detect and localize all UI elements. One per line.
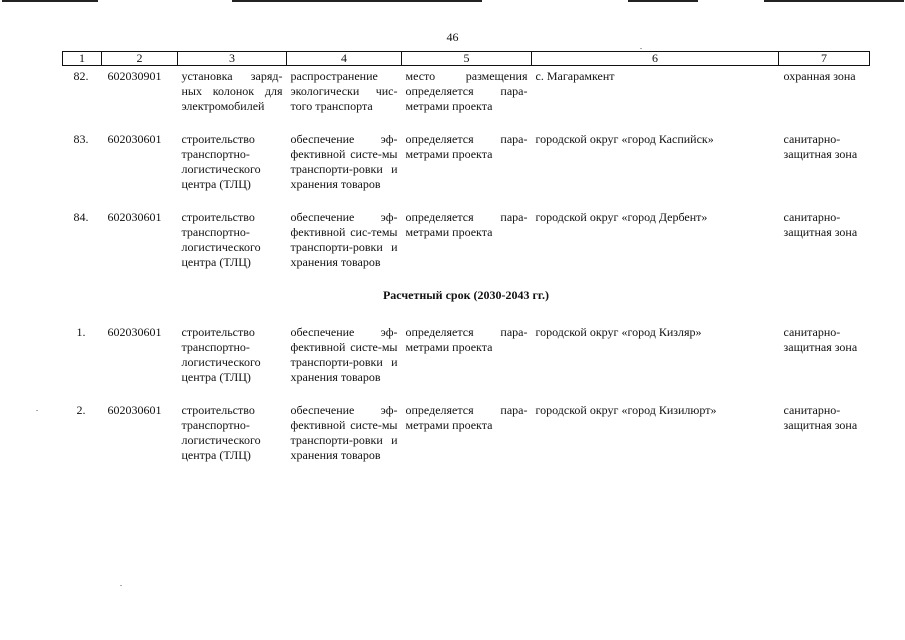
table-row — [63, 210, 870, 288]
object-description: строительство транспортно-логистического центра (ТЛЦ) — [181, 210, 261, 269]
column-header: 6 — [532, 52, 779, 66]
zones-table — [62, 51, 870, 481]
table-row — [63, 403, 870, 481]
object-placement: определяется пара-метрами проекта — [405, 325, 528, 354]
table-row — [63, 132, 870, 210]
row-number: 82. — [73, 69, 89, 83]
scan-edge-line — [628, 0, 698, 2]
column-header: 7 — [779, 52, 870, 66]
object-purpose: обеспечение эф-фективной систе-мы транспорти-ровки и хранения товаров — [290, 325, 398, 384]
object-location: городской округ «город Дербент» — [535, 210, 708, 224]
scan-edge-line — [232, 0, 482, 2]
object-location: городской округ «город Каспийск» — [535, 132, 714, 146]
column-header: 1 — [63, 52, 102, 66]
object-purpose: обеспечение эф-фективной сис-темы транспорти-ровки и хранения товаров — [290, 210, 398, 269]
object-description: установка заряд-ных колонок для электромобилей — [181, 69, 283, 113]
scan-speck — [120, 585, 122, 586]
zone-type: санитарно-защитная зона — [783, 132, 858, 161]
row-number: 1. — [76, 325, 86, 339]
column-header: 4 — [287, 52, 402, 66]
zone-type: санитарно-защитная зона — [783, 210, 858, 239]
object-location: городской округ «город Кизляр» — [535, 325, 702, 339]
page-number: 46 — [446, 30, 459, 44]
classifier-code: 602030601 — [107, 210, 162, 224]
table-body — [63, 66, 870, 482]
classifier-code: 602030601 — [107, 132, 162, 146]
object-placement: определяется пара-метрами проекта — [405, 132, 528, 161]
classifier-code: 602030601 — [107, 403, 162, 417]
header-row — [63, 52, 870, 66]
object-description: строительство транспортно-логистического центра (ТЛЦ) — [181, 403, 261, 462]
scan-speck — [640, 48, 642, 49]
object-placement: место размещения определяется пара-метрами проекта — [405, 69, 528, 113]
classifier-code: 602030601 — [107, 325, 162, 339]
object-purpose: распространение экологически чис-того транспорта — [290, 69, 398, 113]
row-number: 2. — [76, 403, 86, 417]
column-header: 2 — [102, 52, 178, 66]
table-row — [63, 325, 870, 403]
object-description: строительство транспортно-логистического центра (ТЛЦ) — [181, 132, 261, 191]
object-purpose: обеспечение эф-фективной систе-мы транспорти-ровки и хранения товаров — [290, 132, 398, 191]
table-row — [63, 66, 870, 133]
zone-type: санитарно-защитная зона — [783, 403, 858, 432]
object-placement: определяется пара-метрами проекта — [405, 403, 528, 432]
row-number: 84. — [73, 210, 89, 224]
zone-type: охранная зона — [783, 69, 856, 83]
scan-edge-line — [2, 0, 98, 2]
column-header: 5 — [402, 52, 532, 66]
column-header: 3 — [178, 52, 287, 66]
zone-type: санитарно-защитная зона — [783, 325, 858, 354]
scan-edge-line — [764, 0, 904, 2]
object-description: строительство транспортно-логистического центра (ТЛЦ) — [181, 325, 261, 384]
object-location: городской округ «город Кизилюрт» — [535, 403, 717, 417]
object-location: с. Магарамкент — [535, 69, 615, 83]
object-purpose: обеспечение эф-фективной систе-мы транспорти-ровки и хранения товаров — [290, 403, 398, 462]
classifier-code: 602030901 — [107, 69, 162, 83]
section-heading-row — [63, 288, 870, 325]
object-placement: определяется пара-метрами проекта — [405, 210, 528, 239]
section-title: Расчетный срок (2030-2043 гг.) — [382, 288, 550, 302]
row-number: 83. — [73, 132, 89, 146]
scan-speck — [36, 410, 38, 411]
